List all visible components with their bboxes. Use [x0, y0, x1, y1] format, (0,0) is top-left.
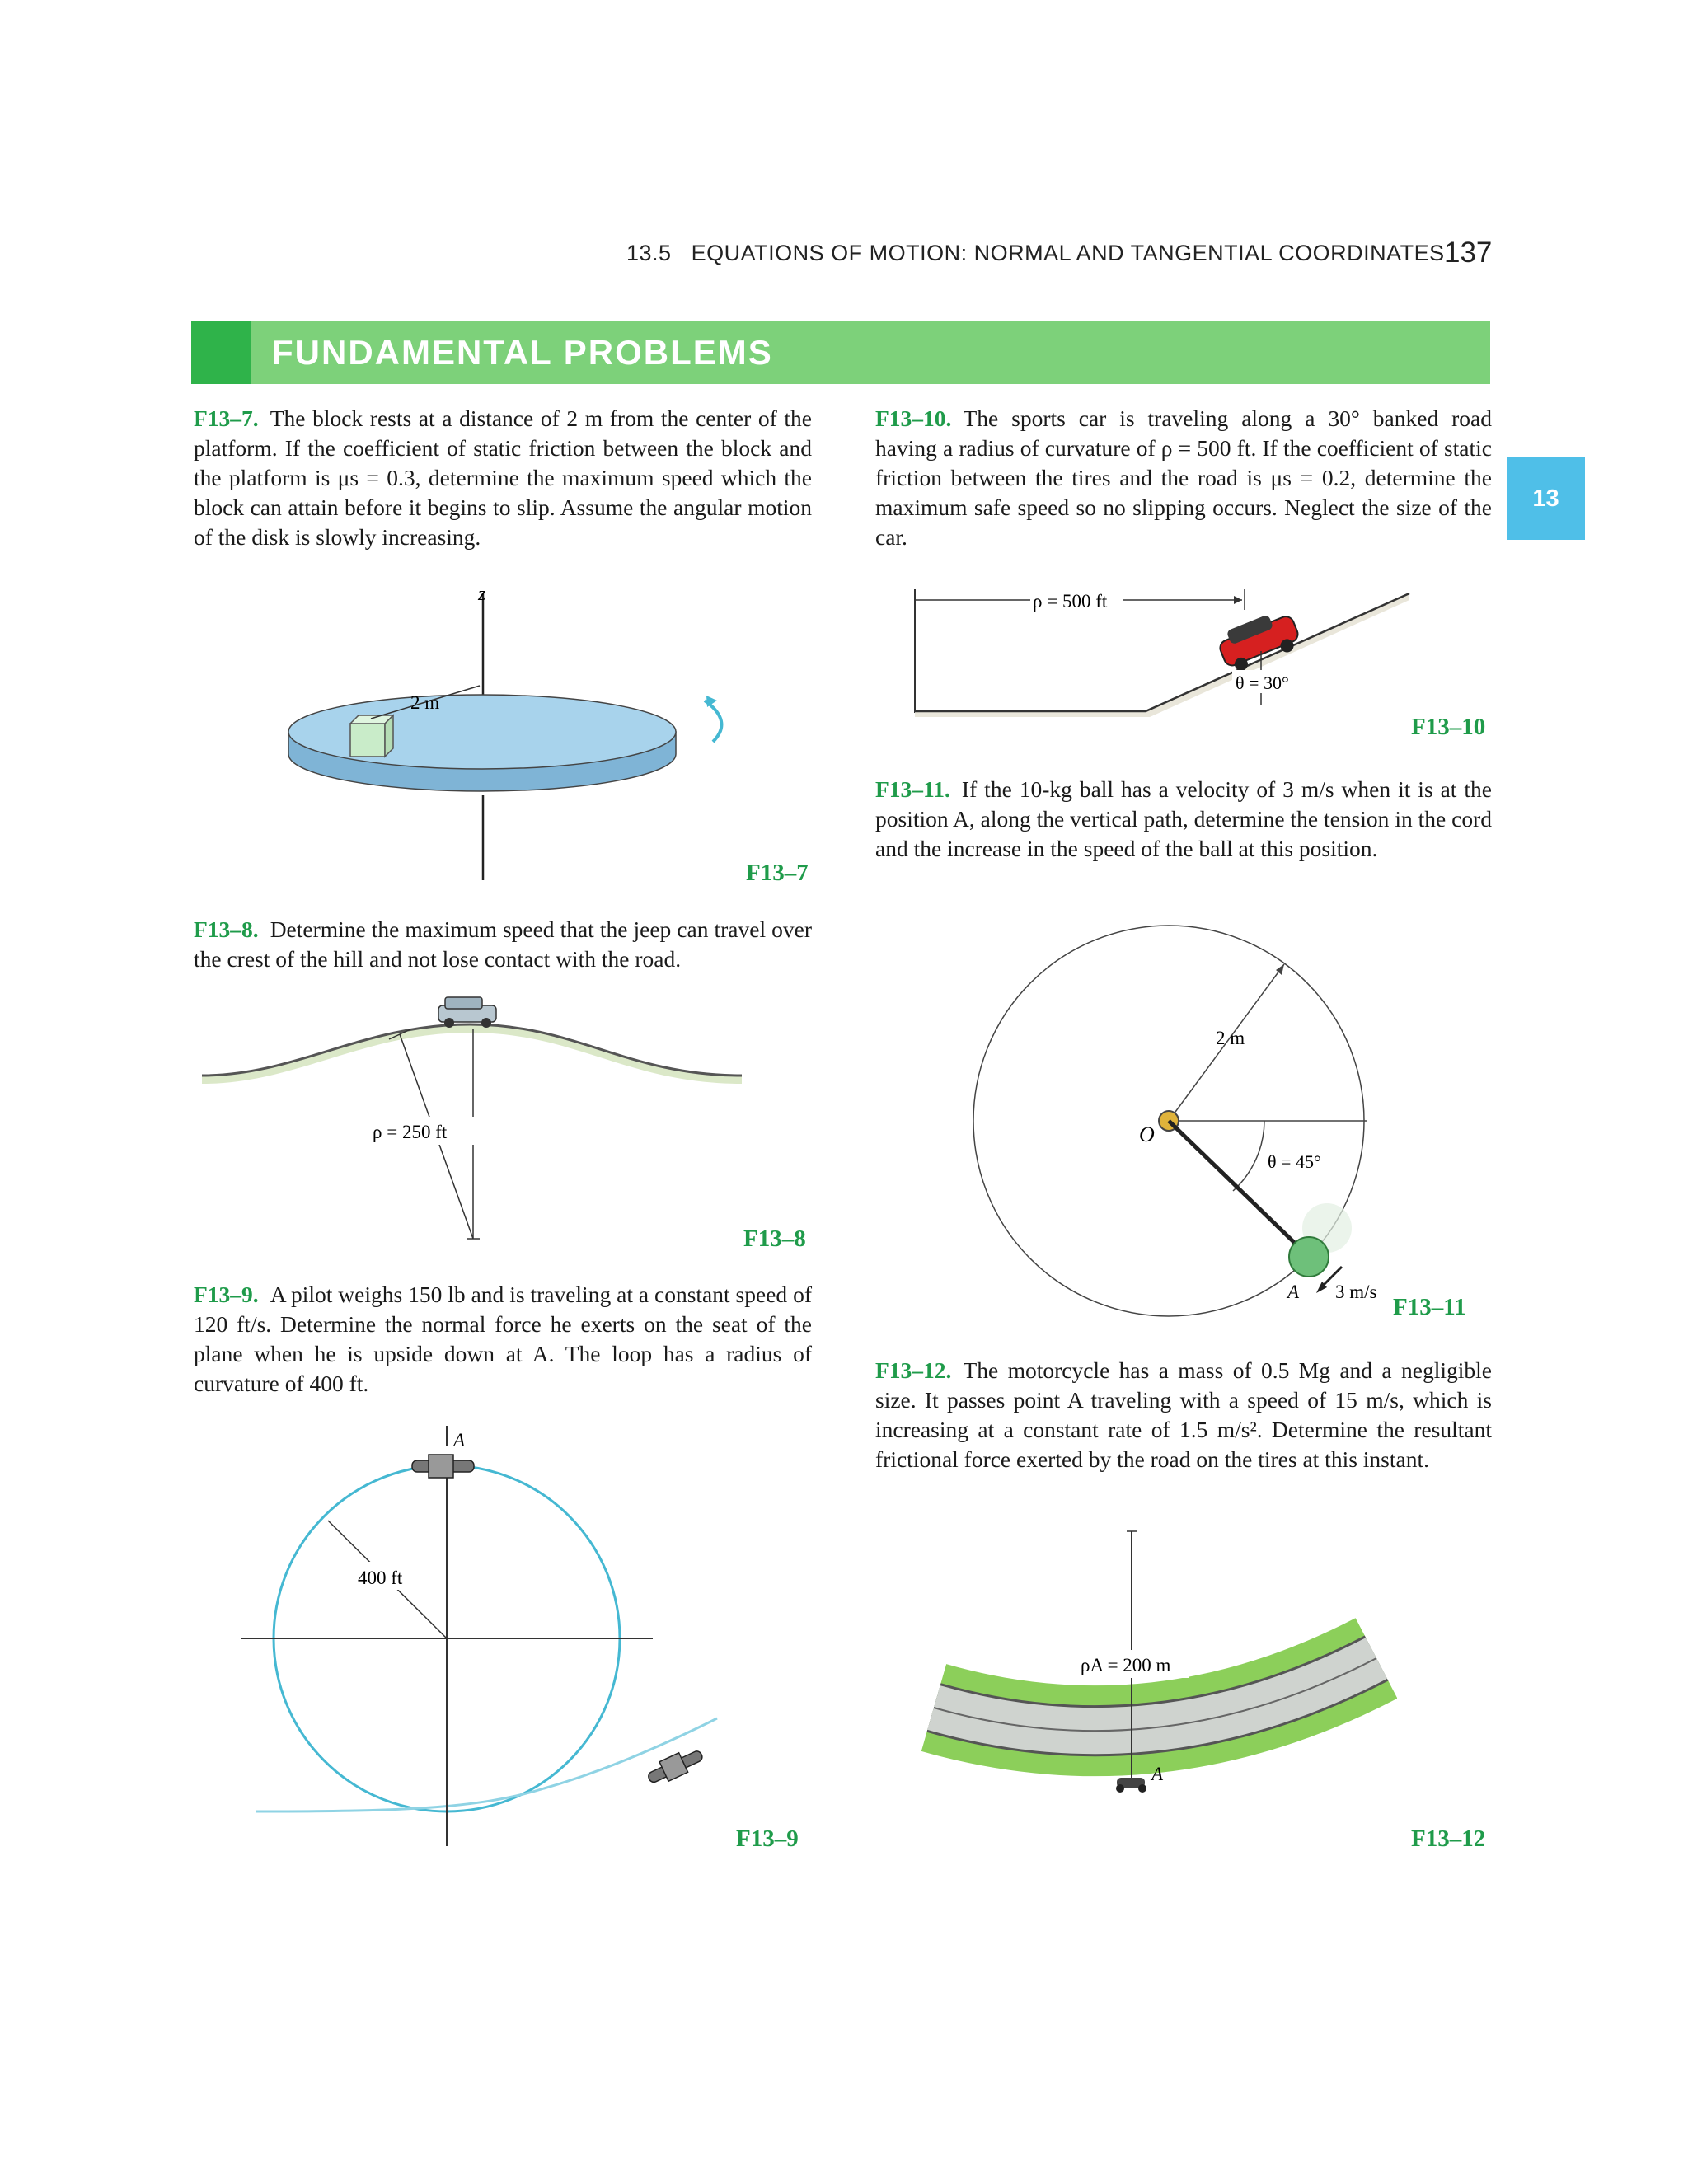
angle-label: θ = 45°: [1268, 1151, 1321, 1172]
problem-id: F13–7.: [194, 405, 259, 431]
figure-label-f13-11: F13–11: [1393, 1294, 1466, 1320]
problem-text: If the 10-kg ball has a velocity of 3 m/s when it is at the position A, along the vertical path, determine the tension in the cord and the increase in the speed of the ball at this position.: [875, 776, 1492, 861]
radius-label: ρ = 500 ft: [1033, 591, 1108, 612]
section-title: EQUATIONS OF MOTION: NORMAL AND TANGENTIAL COORDINATES: [691, 241, 1445, 265]
problem-id: F13–8.: [194, 916, 259, 942]
radius-label: ρA = 200 m: [1081, 1655, 1171, 1675]
figure-label-f13-9: F13–9: [736, 1825, 799, 1852]
problem-f13-11: [875, 775, 1492, 864]
block: [350, 724, 385, 757]
radius-label: 2 m: [410, 692, 440, 713]
radius-label: 2 m: [1216, 1028, 1245, 1048]
figure-label-f13-12: F13–12: [1411, 1825, 1486, 1852]
velocity-label: 3 m/s: [1335, 1282, 1377, 1302]
point-a-label: A: [1287, 1282, 1300, 1302]
problem-f13-7: [194, 404, 812, 552]
problem-text: The sports car is traveling along a 30° banked road having a radius of curvature of ρ = 500 ft. If the coefficient of static friction between the tires and the road is μs = 0.2, determine the maximum safe speed so no slipping occurs. Neglect the size of the car.: [875, 405, 1492, 550]
figure-f13-8: [198, 993, 758, 1257]
problem-id: F13–12.: [875, 1357, 952, 1383]
problem-text: Determine the maximum speed that the jeep can travel over the crest of the hill and not lose contact with the road.: [194, 916, 812, 972]
angle-label: θ = 30°: [1236, 673, 1289, 693]
jeep-icon: [438, 997, 496, 1028]
ball: [1289, 1237, 1329, 1277]
figure-f13-11: [956, 919, 1434, 1323]
cord: [1169, 1121, 1302, 1250]
radius-label: 400 ft: [358, 1568, 403, 1588]
problem-text: A pilot weighs 150 lb and is traveling at a constant speed of 120 ft/s. Determine the normal force he exerts on the seat of the plane when he is upside down at A. The loop has a radius of curvature of 400 ft.: [194, 1282, 812, 1396]
banner-title: FUNDAMENTAL PROBLEMS: [272, 333, 773, 372]
z-axis-label: z: [478, 583, 486, 605]
problem-id: F13–10.: [875, 405, 952, 431]
rotating-platform: [288, 695, 676, 769]
point-a-label: A: [453, 1430, 466, 1451]
airplane-icon: [645, 1745, 706, 1788]
problem-f13-8: [194, 915, 812, 974]
problem-id: F13–11.: [875, 776, 950, 802]
figure-f13-9: [231, 1422, 758, 1850]
problem-f13-12: [875, 1356, 1492, 1474]
point-a-label: A: [1151, 1764, 1164, 1784]
running-header: [626, 241, 1445, 266]
figure-f13-7: [272, 577, 750, 890]
problem-id: F13–9.: [194, 1282, 259, 1307]
radius-label: ρ = 250 ft: [373, 1122, 448, 1142]
banked-road: [1146, 593, 1409, 711]
page-number: 137: [1444, 237, 1493, 269]
banner-accent: [191, 321, 251, 384]
problem-f13-10: [875, 404, 1492, 552]
point-o-label: O: [1139, 1122, 1155, 1146]
figure-label-f13-8: F13–8: [743, 1226, 806, 1252]
problem-text: The block rests at a distance of 2 m from the center of the platform. If the coefficient of static friction between the block and the platform is μs = 0.3, determine the maximum speed which the block can attain before it begins to slip. Assume the angular motion of the disk is slowly increasing.: [194, 405, 812, 550]
section-number: 13.5: [626, 241, 672, 265]
problem-text: The motorcycle has a mass of 0.5 Mg and a negligible size. It passes point A traveling with a speed of 15 m/s, which is increasing at a constant rate of 1.5 m/s². Determine the resultant frictional force exerted by the road on the tires at this instant.: [875, 1357, 1492, 1472]
problem-f13-9: [194, 1280, 812, 1399]
figure-f13-10: [903, 577, 1430, 725]
figure-label-f13-10: F13–10: [1411, 714, 1486, 740]
chapter-tab[interactable]: 13: [1507, 457, 1585, 540]
airplane-icon: [412, 1455, 474, 1478]
figure-f13-12: [919, 1525, 1397, 1854]
motorcycle-icon: [1116, 1778, 1146, 1793]
figure-label-f13-7: F13–7: [746, 860, 809, 886]
